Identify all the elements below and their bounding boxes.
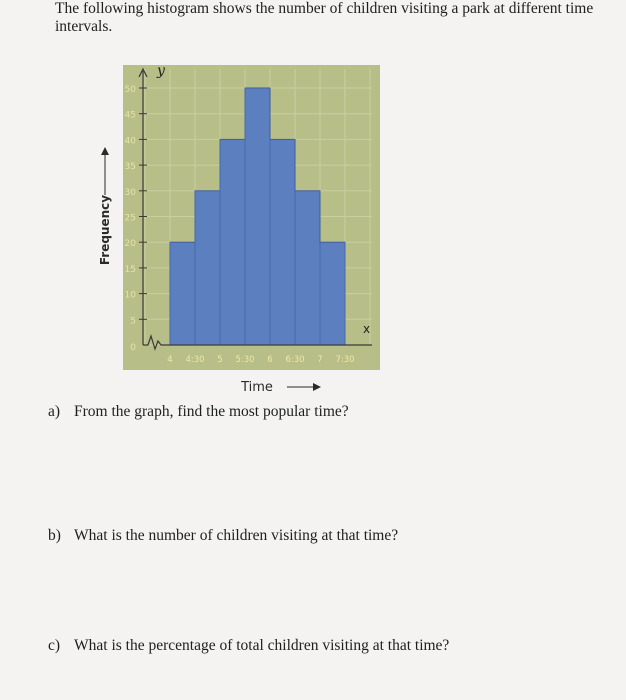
intro-text: The following histogram shows the number of children visiting a park at different time intervals. bbox=[55, 0, 594, 35]
question-b-text: What is the number of children visiting at that time? bbox=[74, 527, 399, 544]
question-b-label: b) bbox=[48, 527, 61, 544]
histogram-bar bbox=[170, 242, 195, 345]
y-axis-label: Frequency bbox=[98, 194, 112, 266]
question-c-label: c) bbox=[48, 637, 61, 654]
x-tick-label: 5:30 bbox=[235, 355, 255, 365]
y-tick-label: 35 bbox=[124, 162, 136, 173]
question-a-label: a) bbox=[48, 403, 61, 420]
question-a bbox=[48, 403, 349, 421]
y-tick-label: 10 bbox=[124, 290, 136, 301]
x-axis-letter: x bbox=[363, 322, 371, 336]
x-tick-label: 6 bbox=[267, 355, 273, 365]
x-tick-label: 7 bbox=[317, 355, 323, 365]
histogram-bar bbox=[320, 242, 345, 345]
y-tick-label: 20 bbox=[124, 239, 136, 250]
histogram-bar bbox=[270, 139, 295, 345]
histogram-chart bbox=[95, 55, 395, 400]
y-tick-label: 0 bbox=[130, 343, 136, 353]
question-c-text: What is the percentage of total children visiting at that time? bbox=[74, 637, 450, 654]
x-tick-label: 6:30 bbox=[285, 355, 305, 365]
y-tick-label: 45 bbox=[124, 110, 136, 121]
y-tick-label: 40 bbox=[124, 136, 136, 147]
histogram-bar bbox=[195, 191, 220, 345]
histogram-bar bbox=[245, 88, 270, 345]
x-label-arrow-head bbox=[313, 383, 321, 391]
question-c bbox=[48, 637, 449, 655]
y-tick-label: 5 bbox=[130, 316, 136, 327]
question-a-text: From the graph, find the most popular time? bbox=[74, 403, 349, 420]
y-tick-label: 50 bbox=[124, 85, 136, 95]
x-tick-label: 7:30 bbox=[335, 355, 355, 365]
y-tick-label: 30 bbox=[124, 187, 136, 198]
y-tick-label: 15 bbox=[124, 264, 136, 275]
x-axis-label: Time bbox=[241, 380, 273, 395]
histogram-svg bbox=[95, 55, 395, 400]
x-tick-label: 4 bbox=[167, 355, 173, 365]
y-label-arrow-head bbox=[101, 147, 109, 155]
y-axis-letter: y bbox=[157, 63, 165, 79]
x-tick-label: 5 bbox=[217, 355, 223, 365]
histogram-bar bbox=[295, 191, 320, 345]
x-tick-label: 4:30 bbox=[185, 355, 205, 365]
question-b bbox=[48, 527, 398, 545]
y-tick-label: 25 bbox=[124, 213, 136, 224]
histogram-bar bbox=[220, 139, 245, 345]
